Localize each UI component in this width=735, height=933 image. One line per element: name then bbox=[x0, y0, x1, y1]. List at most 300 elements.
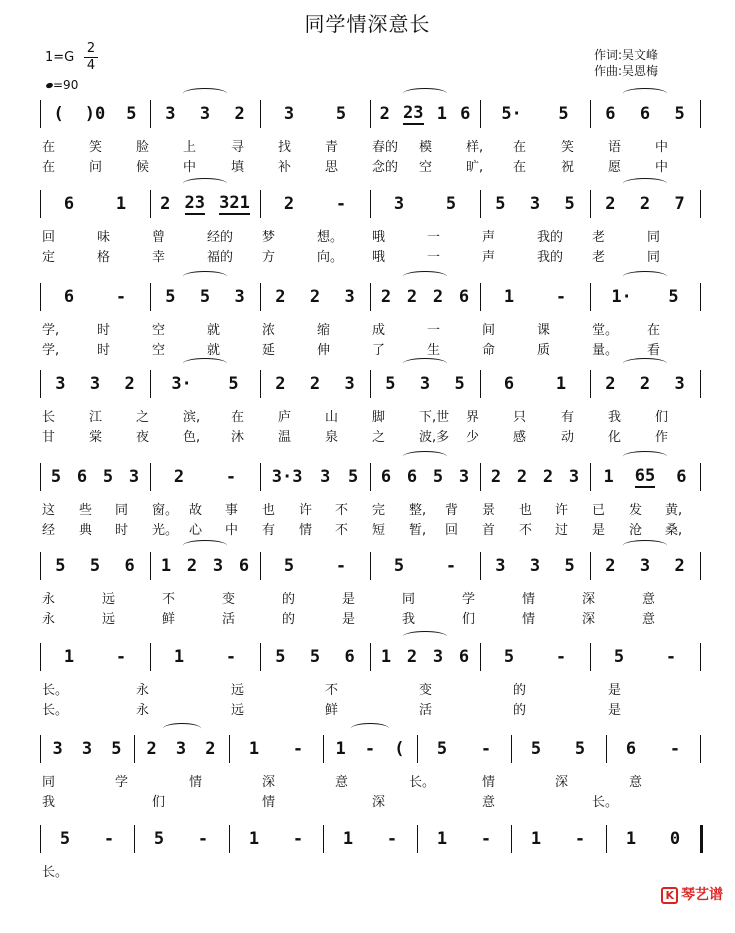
lyric-syllable: 我 bbox=[608, 410, 622, 425]
lyric-syllable: 温 bbox=[278, 430, 292, 445]
bar-line bbox=[40, 370, 41, 398]
lyric-syllable: 同 bbox=[115, 503, 129, 518]
lyric-syllable: 光。 bbox=[152, 523, 179, 538]
bar-line bbox=[260, 283, 261, 311]
slur bbox=[183, 178, 227, 189]
note: 0 bbox=[669, 829, 681, 849]
site-logo bbox=[661, 884, 723, 904]
measure bbox=[153, 102, 257, 126]
bar-line bbox=[590, 463, 591, 491]
bar-line bbox=[606, 825, 607, 853]
lyric-syllable: 背 bbox=[445, 503, 459, 518]
note: - bbox=[335, 194, 347, 214]
bar-line bbox=[40, 463, 41, 491]
lyric-syllable: 时 bbox=[97, 323, 111, 338]
measure bbox=[153, 554, 257, 578]
staff-row bbox=[40, 190, 700, 298]
note: 5 bbox=[50, 467, 62, 487]
lyric-syllable: 回 bbox=[445, 523, 459, 538]
lyric-syllable: 了 bbox=[372, 343, 386, 358]
bar-line bbox=[480, 190, 481, 218]
lyric-syllable: 哦 bbox=[372, 250, 386, 265]
note: 5 bbox=[503, 647, 515, 667]
measure bbox=[593, 465, 697, 489]
bar-line bbox=[260, 552, 261, 580]
lyric-syllable: 过 bbox=[555, 523, 569, 538]
lyric-syllable: 候 bbox=[136, 160, 150, 175]
bar-line bbox=[150, 100, 151, 128]
note: 2 bbox=[406, 647, 418, 667]
measure bbox=[483, 645, 587, 669]
note: 2 bbox=[639, 194, 651, 214]
note: 3 bbox=[568, 467, 580, 487]
note: - bbox=[480, 739, 492, 759]
bar-line bbox=[150, 370, 151, 398]
lyric-syllable: 经 bbox=[42, 523, 56, 538]
composer-credit: 作曲:吴恩梅 bbox=[594, 64, 659, 78]
note: 5 bbox=[102, 467, 114, 487]
lyric-syllable: 发 bbox=[629, 503, 643, 518]
staff-measures bbox=[40, 370, 700, 398]
lyric-syllable: 之 bbox=[372, 430, 386, 445]
note: 6 bbox=[63, 194, 75, 214]
bar-line bbox=[590, 190, 591, 218]
note: 2 bbox=[516, 467, 528, 487]
note: 2 bbox=[186, 556, 198, 576]
measure bbox=[373, 285, 477, 309]
note: 3 bbox=[495, 556, 506, 576]
note: 1 bbox=[160, 556, 172, 576]
note: 2 bbox=[234, 104, 245, 124]
lyric-syllable: 庐 bbox=[278, 410, 292, 425]
lyric-syllable: 远 bbox=[102, 612, 116, 627]
note: 1· bbox=[611, 287, 632, 307]
note: 1 bbox=[248, 739, 260, 759]
song-title: 同学情深意长 bbox=[304, 12, 431, 36]
lyric-syllable: 质 bbox=[537, 343, 551, 358]
note: 3 bbox=[320, 467, 331, 487]
lyric-syllable: 鲜 bbox=[162, 612, 176, 627]
note: 5 bbox=[454, 374, 465, 394]
note: 2 bbox=[309, 287, 321, 307]
measure bbox=[373, 192, 477, 216]
measure bbox=[483, 465, 587, 489]
lyric-syllable: 远 bbox=[102, 592, 116, 607]
note: 1 bbox=[173, 647, 185, 667]
lyric-syllable: 延 bbox=[262, 343, 276, 358]
measure bbox=[483, 102, 587, 126]
time-signature-top: 2 bbox=[86, 41, 96, 56]
lyric-syllable: 学 bbox=[462, 592, 476, 607]
note: 6 bbox=[63, 287, 75, 307]
note: 3 bbox=[52, 739, 63, 759]
note: 5 bbox=[165, 287, 176, 307]
measure bbox=[43, 285, 147, 309]
note: - bbox=[555, 647, 567, 667]
lyric-syllable: 在 bbox=[647, 323, 661, 338]
note: 5· bbox=[501, 104, 522, 124]
note: - bbox=[665, 647, 677, 667]
note: 2 bbox=[674, 556, 685, 576]
lyric-syllable: 看 bbox=[647, 343, 661, 358]
bar-line bbox=[480, 552, 481, 580]
measure bbox=[373, 372, 477, 396]
measure bbox=[514, 737, 602, 761]
measure bbox=[373, 465, 477, 489]
note: 6 bbox=[503, 374, 515, 394]
lyric-syllable: 长。 bbox=[592, 795, 619, 810]
lyric-syllable: 笑 bbox=[561, 140, 575, 155]
lyric-syllable: 上 bbox=[183, 140, 197, 155]
lyric-syllable: 脸 bbox=[136, 140, 150, 155]
lyric-syllable: 化 bbox=[608, 430, 622, 445]
bar-line bbox=[370, 463, 371, 491]
lyric-syllable: 少 bbox=[466, 430, 480, 445]
lyric-syllable: 心 bbox=[189, 523, 203, 538]
lyric-syllable: 沐 bbox=[231, 430, 245, 445]
measure bbox=[593, 554, 697, 578]
lyric-syllable: 寻 bbox=[231, 140, 245, 155]
note: - bbox=[335, 556, 347, 576]
lyric-syllable: 情 bbox=[522, 612, 536, 627]
bar-line bbox=[40, 643, 41, 671]
lyric-syllable: 暂, bbox=[409, 523, 427, 538]
lyric-syllable: 深 bbox=[555, 775, 569, 790]
lyric-syllable: 们 bbox=[462, 612, 476, 627]
lyric-syllable: 沧 bbox=[629, 523, 643, 538]
lyric-syllable: 在 bbox=[231, 410, 245, 425]
lyric-syllable: 时 bbox=[97, 343, 111, 358]
note: 2 bbox=[275, 287, 286, 307]
note: 2 bbox=[639, 374, 651, 394]
note: - bbox=[480, 829, 492, 849]
lyric-syllable: 补 bbox=[278, 160, 292, 175]
measure bbox=[153, 465, 257, 489]
lyric-syllable: 缩 bbox=[317, 323, 331, 338]
note: 2 bbox=[542, 467, 554, 487]
note: 2 bbox=[406, 287, 418, 307]
measure bbox=[232, 737, 320, 761]
lyric-syllable: 愿 bbox=[608, 160, 622, 175]
note: 65 bbox=[634, 466, 656, 486]
note: 1 bbox=[503, 287, 515, 307]
measure bbox=[263, 102, 367, 126]
lyric-syllable: 深 bbox=[372, 795, 386, 810]
measure bbox=[263, 285, 367, 309]
bar-line bbox=[590, 370, 591, 398]
note: 5 bbox=[228, 374, 239, 394]
lyric-syllable: 在 bbox=[513, 140, 527, 155]
lyricist-credit: 作词:吴文峰 bbox=[594, 48, 659, 62]
note: 5 bbox=[445, 194, 457, 214]
lyric-syllable: 山 bbox=[325, 410, 339, 425]
note: 5 bbox=[530, 739, 542, 759]
lyric-syllable: 课 bbox=[537, 323, 551, 338]
note: 2 bbox=[379, 104, 390, 124]
lyric-syllable: 界 bbox=[466, 410, 480, 425]
lyric-syllable: 些 bbox=[79, 503, 93, 518]
note: 5 bbox=[558, 104, 569, 124]
note: 5 bbox=[432, 467, 444, 487]
lyric-syllable: 江 bbox=[89, 410, 103, 425]
note: 1 bbox=[436, 104, 447, 124]
lyric-syllable: 就 bbox=[207, 343, 221, 358]
measure bbox=[137, 827, 225, 851]
lyric-syllable: 远 bbox=[231, 683, 245, 698]
lyric-syllable: 永 bbox=[42, 592, 56, 607]
lyric-syllable: 念的 bbox=[372, 160, 399, 175]
bar-line bbox=[700, 100, 701, 128]
note: 1 bbox=[335, 739, 346, 759]
bar-line bbox=[370, 100, 371, 128]
note: 6 bbox=[344, 647, 355, 667]
lyric-syllable: 福的 bbox=[207, 250, 234, 265]
lyric-syllable: 一 bbox=[427, 230, 441, 245]
lyric-syllable: 哦 bbox=[372, 230, 386, 245]
note: 5 bbox=[613, 647, 625, 667]
logo-text: 琴艺谱 bbox=[681, 887, 723, 903]
measure bbox=[514, 827, 602, 851]
lyric-syllable: 滨, bbox=[183, 410, 201, 425]
lyric-syllable: 作 bbox=[655, 430, 669, 445]
bar-line bbox=[511, 825, 512, 853]
lyric-syllable: 色, bbox=[183, 430, 201, 445]
lyric-syllable: 幸 bbox=[152, 250, 166, 265]
bar-line bbox=[700, 643, 701, 671]
measure bbox=[483, 192, 587, 216]
lyric-syllable: 一 bbox=[427, 250, 441, 265]
staff-measures bbox=[40, 100, 700, 128]
lyric-syllable: 方 bbox=[262, 250, 276, 265]
note: 1 bbox=[248, 829, 260, 849]
lyric-syllable: 伸 bbox=[317, 343, 331, 358]
lyric-syllable: 长。 bbox=[42, 703, 69, 718]
note: 1 bbox=[530, 829, 542, 849]
lyric-syllable: 我 bbox=[402, 612, 416, 627]
slur bbox=[403, 451, 447, 462]
lyric-syllable: 的 bbox=[513, 703, 527, 718]
tempo-value: =90 bbox=[53, 78, 79, 92]
note: 6 bbox=[676, 467, 687, 487]
lyric-syllable: 之 bbox=[136, 410, 150, 425]
note: 6 bbox=[639, 104, 651, 124]
lyric-syllable: 也 bbox=[262, 503, 276, 518]
lyric-syllable: 中 bbox=[655, 140, 669, 155]
note: 3 bbox=[234, 287, 245, 307]
measure bbox=[420, 737, 508, 761]
bar-line bbox=[150, 283, 151, 311]
note: 23 bbox=[184, 193, 205, 213]
bar-line bbox=[370, 552, 371, 580]
staff-measures bbox=[40, 825, 700, 853]
note: 3 bbox=[529, 556, 541, 576]
slur bbox=[183, 358, 227, 369]
measure bbox=[373, 645, 477, 669]
note: 2 bbox=[160, 194, 171, 214]
bar-line bbox=[323, 735, 324, 763]
bar-line bbox=[229, 825, 230, 853]
lyric-syllable: 在 bbox=[42, 140, 56, 155]
lyric-syllable: 模 bbox=[419, 140, 433, 155]
lyric-syllable: 是 bbox=[592, 523, 606, 538]
lyric-syllable: 不 bbox=[325, 683, 339, 698]
lyric-syllable: 情 bbox=[299, 523, 313, 538]
lyric-syllable: 不 bbox=[519, 523, 533, 538]
note: 5 bbox=[309, 647, 321, 667]
lyric-syllable: 深 bbox=[582, 592, 596, 607]
note: 3·3 bbox=[271, 467, 303, 487]
lyric-syllable: 在 bbox=[42, 160, 56, 175]
lyric-syllable: 问 bbox=[89, 160, 103, 175]
measure bbox=[420, 827, 508, 851]
note: - bbox=[669, 739, 681, 759]
note: 2 bbox=[205, 739, 216, 759]
bar-line bbox=[370, 370, 371, 398]
lyric-syllable: 填 bbox=[231, 160, 245, 175]
note: 5 bbox=[393, 556, 405, 576]
measure bbox=[153, 645, 257, 669]
lyric-syllable: 情 bbox=[522, 592, 536, 607]
note: - bbox=[364, 739, 376, 759]
note: 23 bbox=[403, 103, 424, 123]
lyric-syllable: 甘 bbox=[42, 430, 56, 445]
bar-line bbox=[700, 735, 701, 763]
lyric-syllable: 鲜 bbox=[325, 703, 339, 718]
note: 3 bbox=[458, 467, 470, 487]
note: 2 bbox=[605, 374, 616, 394]
lyric-syllable: 景 bbox=[482, 503, 496, 518]
lyric-syllable: 语 bbox=[608, 140, 622, 155]
note: 5 bbox=[59, 829, 71, 849]
lyric-syllable: 间 bbox=[482, 323, 496, 338]
note: - bbox=[115, 647, 127, 667]
lyric-syllable: 们 bbox=[655, 410, 669, 425]
bar-line bbox=[370, 283, 371, 311]
lyric-syllable: 不 bbox=[335, 503, 349, 518]
note: - bbox=[386, 829, 398, 849]
lyric-syllable: 同 bbox=[647, 250, 661, 265]
note: 5 bbox=[564, 194, 575, 214]
lyric-syllable: 棠 bbox=[89, 430, 103, 445]
staff-measures bbox=[40, 552, 700, 580]
lyric-syllable: 中 bbox=[183, 160, 197, 175]
lyric-syllable: 不 bbox=[162, 592, 176, 607]
note: 3 bbox=[55, 374, 66, 394]
lyric-syllable: 笑 bbox=[89, 140, 103, 155]
measure bbox=[263, 465, 367, 489]
slur bbox=[183, 88, 227, 99]
note: 5 bbox=[564, 556, 575, 576]
note: 1 bbox=[555, 374, 567, 394]
note: - bbox=[225, 467, 237, 487]
lyric-syllable: 永 bbox=[136, 683, 150, 698]
measure bbox=[137, 737, 225, 761]
measure bbox=[263, 645, 367, 669]
lyric-syllable: 中 bbox=[655, 160, 669, 175]
lyric-syllable: 是 bbox=[608, 683, 622, 698]
measure bbox=[43, 372, 147, 396]
note: 6 bbox=[458, 287, 470, 307]
slur bbox=[403, 358, 447, 369]
note: - bbox=[574, 829, 586, 849]
note: 2 bbox=[490, 467, 502, 487]
lyric-syllable: 感 bbox=[513, 430, 527, 445]
staff-measures bbox=[40, 283, 700, 311]
lyric-syllable: 堂。 bbox=[592, 323, 619, 338]
note: - bbox=[555, 287, 567, 307]
note: 3 bbox=[199, 104, 211, 124]
note: 5 bbox=[385, 374, 396, 394]
bar-line bbox=[480, 100, 481, 128]
bar-line bbox=[260, 643, 261, 671]
note: 5 bbox=[126, 104, 137, 124]
bar-line bbox=[700, 825, 703, 853]
lyric-syllable: 春的 bbox=[372, 140, 399, 155]
lyric-syllable: 事 bbox=[225, 503, 239, 518]
measure bbox=[483, 372, 587, 396]
note: 6 bbox=[605, 104, 616, 124]
lyric-syllable: 黄, bbox=[665, 503, 683, 518]
bar-line bbox=[40, 190, 41, 218]
bar-line bbox=[150, 643, 151, 671]
measure bbox=[153, 285, 257, 309]
lyric-syllable: 远 bbox=[231, 703, 245, 718]
note: 5 bbox=[153, 829, 165, 849]
staff-measures bbox=[40, 735, 700, 763]
note: 5 bbox=[111, 739, 122, 759]
lyric-syllable: 旷, bbox=[466, 160, 484, 175]
note: 5 bbox=[89, 556, 101, 576]
bar-line bbox=[480, 370, 481, 398]
note: 2 bbox=[605, 194, 616, 214]
note: - bbox=[225, 647, 237, 667]
note: - bbox=[115, 287, 127, 307]
bar-line bbox=[590, 552, 591, 580]
lyric-syllable: 思 bbox=[325, 160, 339, 175]
lyric-syllable: 这 bbox=[42, 503, 56, 518]
lyric-syllable: 脚 bbox=[372, 410, 386, 425]
note: 6 bbox=[460, 104, 471, 124]
note: - bbox=[197, 829, 209, 849]
lyric-syllable: 活 bbox=[222, 612, 236, 627]
logo-icon: K bbox=[661, 887, 678, 904]
lyric-syllable: 成 bbox=[372, 323, 386, 338]
lyric-syllable: 回 bbox=[42, 230, 56, 245]
lyric-syllable: 故 bbox=[189, 503, 203, 518]
note: 5 bbox=[436, 739, 448, 759]
lyric-syllable: 一 bbox=[427, 323, 441, 338]
bar-line bbox=[134, 825, 135, 853]
lyric-syllable: 同 bbox=[647, 230, 661, 245]
lyric-syllable: 老 bbox=[592, 250, 606, 265]
note: 6 bbox=[380, 467, 392, 487]
lyric-syllable: 情 bbox=[189, 775, 203, 790]
lyric-syllable: 同 bbox=[42, 775, 56, 790]
bar-line bbox=[40, 100, 41, 128]
lyric-syllable: 我的 bbox=[537, 230, 564, 245]
lyric-syllable: 格 bbox=[97, 250, 111, 265]
lyric-syllable: 夜 bbox=[136, 430, 150, 445]
lyric-syllable: 我 bbox=[42, 795, 56, 810]
note: ( bbox=[53, 104, 64, 124]
slur bbox=[623, 451, 667, 462]
note: 3 bbox=[529, 194, 541, 214]
slur bbox=[183, 271, 227, 282]
lyric-syllable: 时 bbox=[115, 523, 129, 538]
lyric-syllable: 长 bbox=[42, 410, 56, 425]
lyric-syllable: 曾 bbox=[152, 230, 166, 245]
lyric-syllable: 在 bbox=[513, 160, 527, 175]
